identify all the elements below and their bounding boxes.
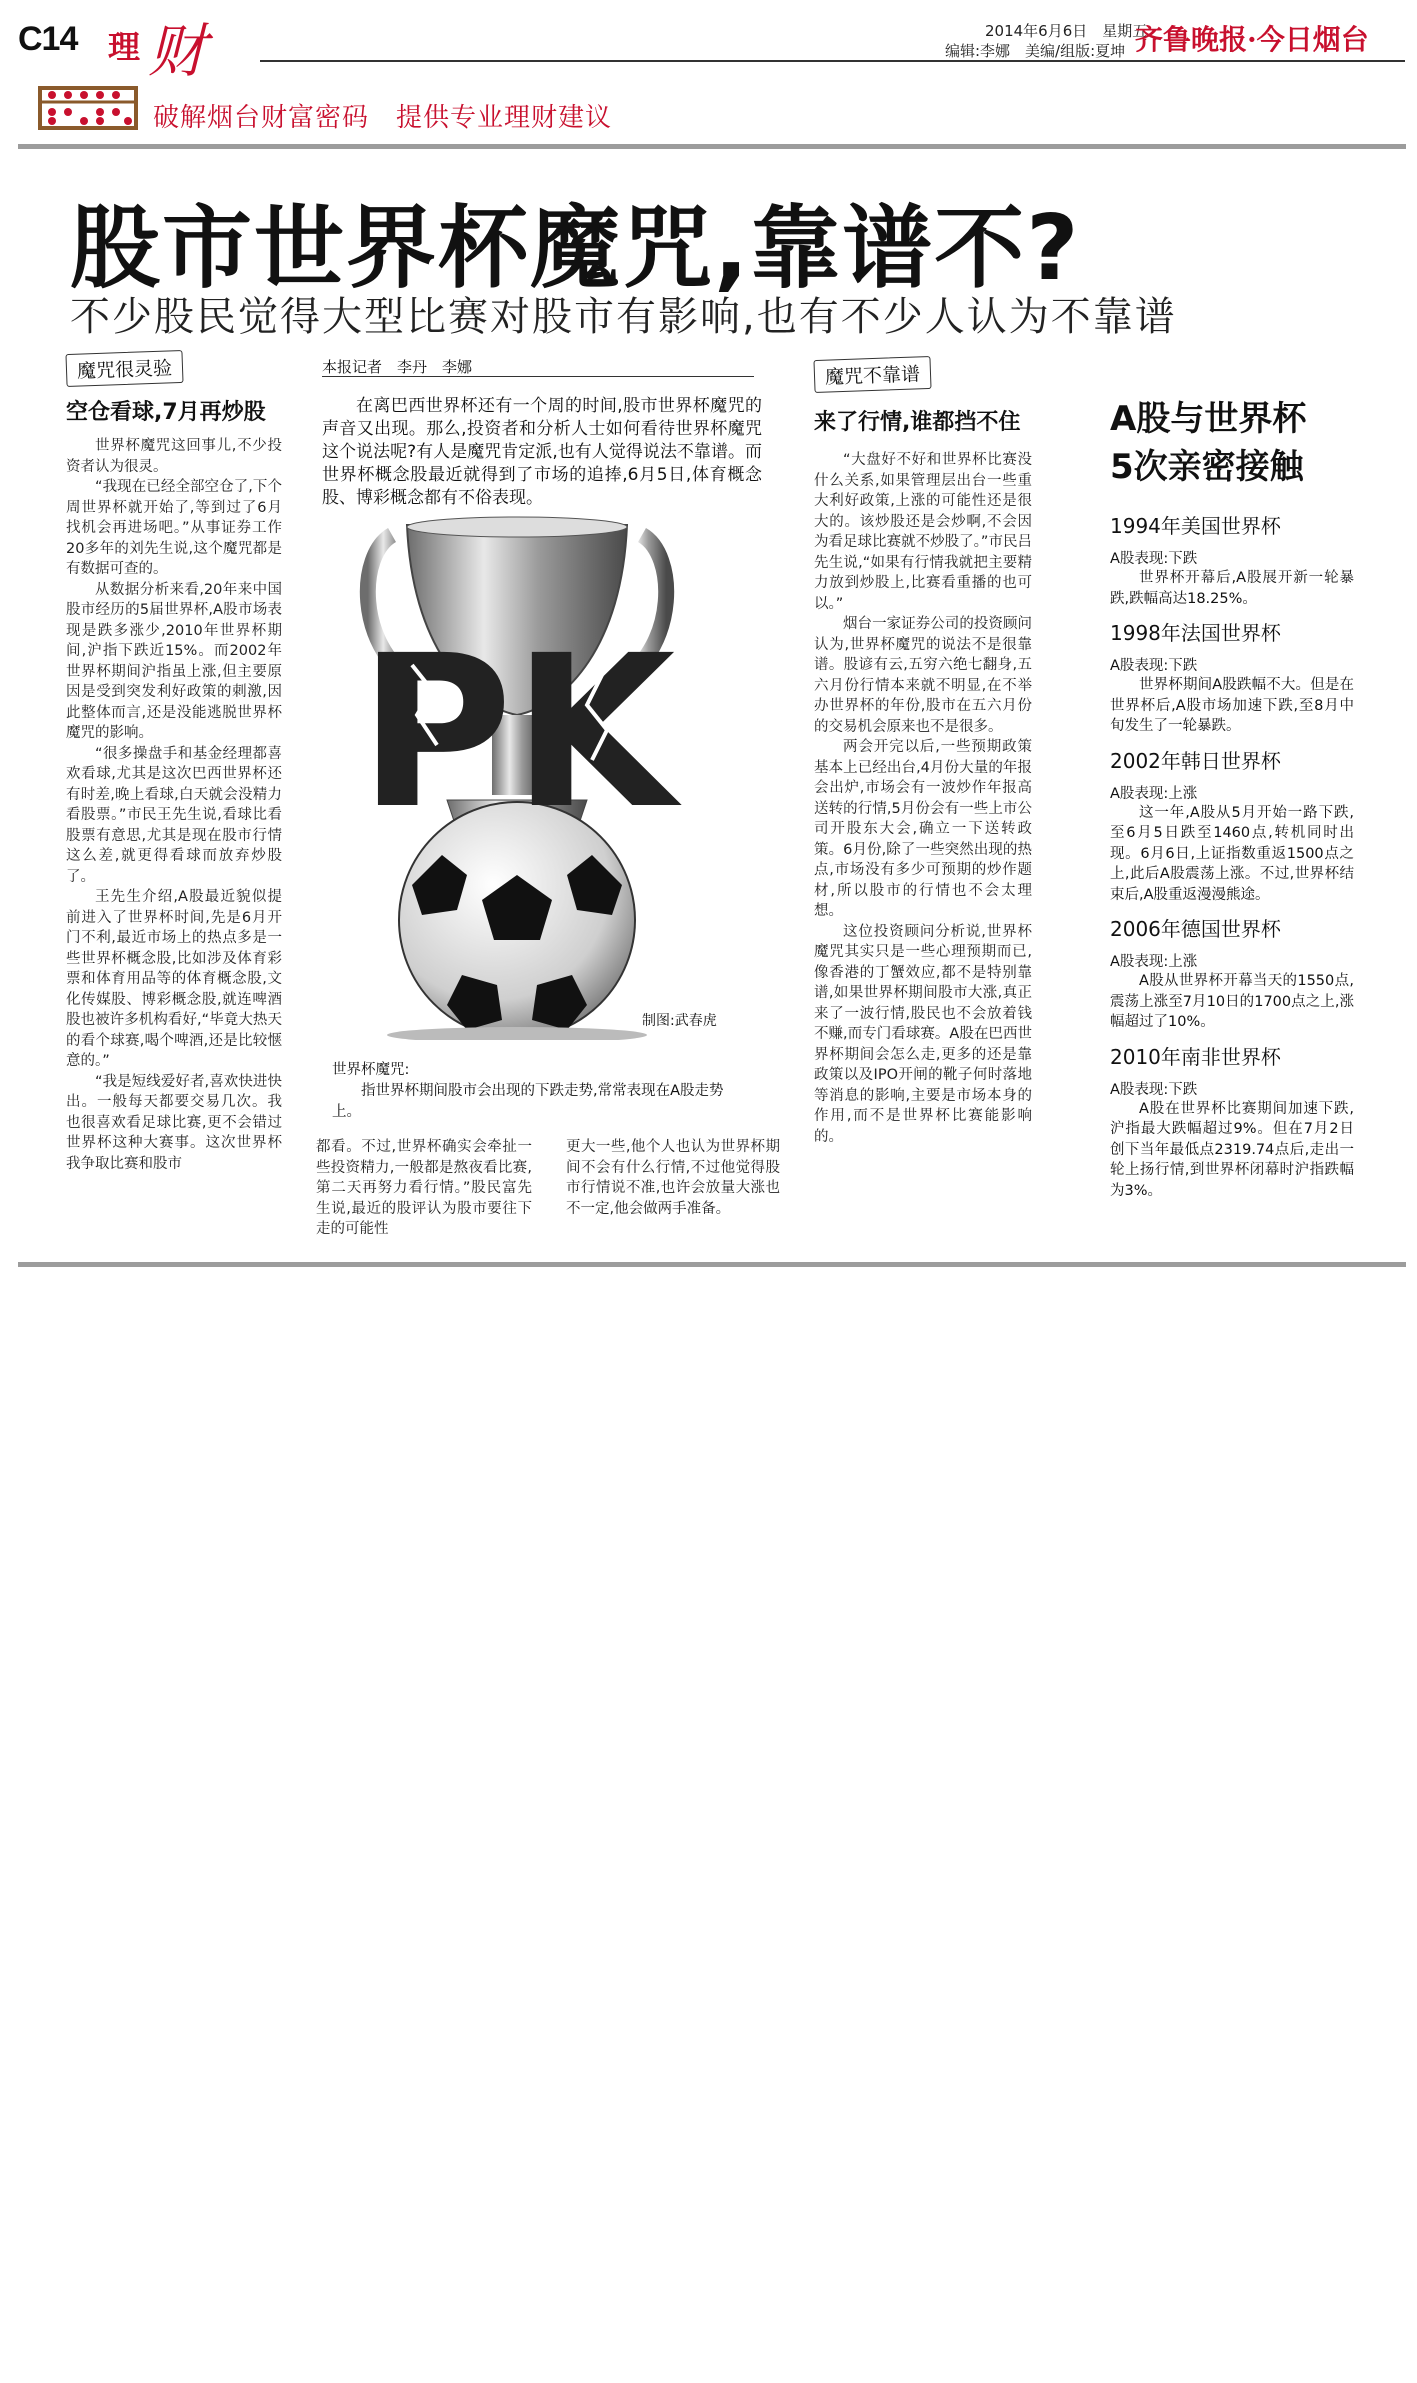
paragraph: 这位投资顾问分析说,世界杯魔咒其实只是一些心理预期而已,像香港的丁蟹效应,都不是特别靠谱,如果世界杯期间股市大涨,真正来了一波行情,股民也不会放着钱不赚,而专门看球赛。A股在巴西世界杯期间会怎么走,更多的还是靠政策以及IPO开闸的靴子何时落地等消息的影响,主要是市场本身的作用,而不是世界杯比赛能影响的。: [814, 923, 1032, 1145]
lead-paragraph: [322, 395, 762, 510]
left-column-body: [66, 436, 282, 1174]
trophy-football-illustration: [352, 515, 682, 1040]
sidebar-title: [1110, 395, 1306, 491]
sidebar-entry: [1110, 1041, 1354, 1202]
entry-year: 2006年德国世界杯: [1110, 917, 1281, 941]
entry-result: A股表现:上涨: [1110, 954, 1198, 970]
newspaper-name: 齐鲁晚报·今日烟台: [1135, 23, 1369, 56]
tag-curse-unreliable: 魔咒不靠谱: [813, 356, 931, 393]
paragraph: “我现在已经全部空仓了,下个周世界杯就开始了,等到过了6月找机会再进场吧。”从事证券工作20多年的刘先生说,这个魔咒都是有数据可查的。: [66, 479, 282, 577]
entry-result: A股表现:上涨: [1110, 785, 1198, 802]
header-divider: [18, 144, 1406, 149]
sidebar-entry: [1110, 745, 1354, 906]
illustration-credit: 制图:武春虎: [642, 1013, 717, 1029]
right-subtitle: 来了行情,谁都挡不住: [814, 410, 1021, 435]
sidebar-entry: [1110, 913, 1354, 1033]
header-rule: [260, 60, 1405, 62]
paragraph: “大盘好不好和世界杯比赛没什么关系,如果管理层出台一些重大利好政策,上涨的可能性还是很大的。该炒股还是会炒啊,不会因为看足球比赛就不炒股了。”市民吕先生说,“如果有行情我就把主要精力放到炒股上,比赛看重播的也可以。”: [814, 452, 1032, 612]
section-tagline: 破解烟台财富密码 提供专业理财建议: [153, 103, 613, 133]
paragraph: 王先生介绍,A股最近貌似提前进入了世界杯时间,先是6月开门不利,最近市场上的热点多是一些世界杯概念股,比如涉及体育彩票和体育用品等的体育概念股,文化传媒股、博彩概念股,就连啤酒股也被许多机构看好,“毕竟大热天的看个球赛,喝个啤酒,还是比较惬意的。”: [66, 889, 282, 1069]
sidebar-entries: [1110, 510, 1354, 1201]
sidebar-title-line1: A股与世界杯: [1110, 399, 1307, 439]
issue-date: 2014年6月6日 星期五: [985, 22, 1148, 40]
section-name-li: 理: [108, 28, 141, 66]
footer-divider: [18, 1262, 1406, 1267]
paragraph: 烟台一家证券公司的投资顾问认为,世界杯魔咒的说法不是很靠谱。股谚有云,五穷六绝七翻身,五六月份行情本来就不明显,在不举办世界杯的年份,股市在五六月份的交易机会原来也不是很多。: [814, 616, 1032, 735]
editor-credits: 编辑:李娜 美编/组版:夏坤: [945, 42, 1126, 60]
left-subtitle: 空仓看球,7月再炒股: [66, 400, 266, 425]
lead-text: 在离巴西世界杯还有一个周的时间,股市世界杯魔咒的声音又出现。那么,投资者和分析人士如何看待世界杯魔咒这个说法呢?有人是魔咒肯定派,也有人觉得说法不靠谱。而世界杯概念股最近就得到了市场的追捧,6月5日,体育概念股、博彩概念都有不俗表现。: [322, 396, 762, 508]
entry-text: 世界杯期间A股跌幅不大。但是在世界杯后,A股市场加速下跌,至8月中旬发生了一轮暴跌。: [1110, 677, 1354, 734]
headline: 股市世界杯魔咒,靠谱不?: [70, 196, 1081, 301]
paragraph: “我是短线爱好者,喜欢快进快出。一般每天都要交易几次。我也很喜欢看足球比赛,更不会错过世界杯这种大赛事。这次世界杯我争取比赛和股市: [66, 1073, 282, 1172]
entry-result: A股表现:下跌: [1110, 1081, 1198, 1098]
sidebar-title-line2: 5次亲密接触: [1110, 447, 1304, 487]
entry-text: 这一年,A股从5月开始一路下跌,至6月5日跌至1460点,转机同时出现。6月6日,上证指数重返1500点之上,此后A股震荡上涨。不过,世界杯结束后,A股重返漫漫熊途。: [1110, 804, 1354, 903]
paragraph: 两会开完以后,一些预期政策基本上已经出台,4月份大量的年报会出炉,市场会有一波炒作年报高送转的行情,5月份会有一些上市公司开股东大会,确立一下送转政策。6月份,除了一些突然出现的热点,市场没有多少可预期的炒作题材,所以股市的行情也不会太理想。: [814, 739, 1032, 919]
page-code: C14: [18, 20, 78, 58]
pk-graphic-text: PK: [358, 610, 676, 855]
section-name-cai: 财: [148, 17, 207, 85]
entry-year: 2002年韩日世界杯: [1110, 748, 1281, 773]
entry-text: A股在世界杯比赛期间加速下跌,沪指最大跌幅超过9%。但在7月2日创下当年最低点2319.74点后,走出一轮上扬行情,到世界杯闭幕时沪指跌幅为3%。: [1110, 1100, 1354, 1199]
abacus-icon: [38, 84, 138, 132]
entry-result: A股表现:下跌: [1110, 658, 1198, 674]
byline: 本报记者 李丹 李娜: [322, 358, 473, 376]
center-bottom-col-2: 更大一些,他个人也认为世界杯期间不会有什么行情,不过他觉得股市行情说不准,也许会放量大涨也不一定,他会做两手准备。: [566, 1139, 780, 1217]
paragraph: 从数据分析来看,20年来中国股市经历的5届世界杯,A股市场表现是跌多涨少,2010年世界杯期间,沪指下跌近15%。而2002年世界杯期间沪指虽上涨,但主要原因是受到突发利好政策的刺激,因此整体而言,还是没能逃脱世界杯魔咒的影响。: [66, 581, 282, 741]
entry-result: A股表现:下跌: [1110, 551, 1198, 567]
right-column-body: [814, 450, 1032, 1147]
caption-text: 指世界杯期间股市会出现的下跌走势,常常表现在A股走势上。: [332, 1083, 724, 1120]
subheadline: 不少股民觉得大型比赛对股市有影响,也有不少人认为不靠谱: [70, 294, 1177, 340]
entry-year: 1998年法国世界杯: [1110, 621, 1281, 645]
sidebar-entry: [1110, 617, 1354, 737]
entry-year: 1994年美国世界杯: [1110, 514, 1281, 538]
tag-curse-works: 魔咒很灵验: [65, 350, 183, 387]
byline-rule: [322, 376, 754, 377]
sidebar-entry: [1110, 510, 1354, 609]
entry-text: A股从世界杯开幕当天的1550点,震荡上涨至7月10日的1700点之上,涨幅超过了10%。: [1110, 973, 1354, 1030]
center-bottom-col-1: 都看。不过,世界杯确实会牵扯一些投资精力,一般都是熬夜看比赛,第二天再努力看行情。”股民富先生说,最近的股评认为股市要往下走的可能性: [316, 1139, 532, 1237]
caption: [332, 1060, 742, 1123]
paragraph: “很多操盘手和基金经理都喜欢看球,尤其是这次巴西世界杯还有时差,晚上看球,白天就会没精力看股票。”市民王先生说,看球比看股票有意思,尤其是现在股市行情这么差,就更得看球而放弃炒股了。: [66, 745, 282, 885]
paragraph: 世界杯魔咒这回事儿,不少投资者认为很灵。: [66, 438, 282, 475]
entry-year: 2010年南非世界杯: [1110, 1044, 1281, 1069]
caption-title: 世界杯魔咒:: [332, 1062, 410, 1078]
entry-text: 世界杯开幕后,A股展开新一轮暴跌,跌幅高达18.25%。: [1110, 570, 1354, 607]
